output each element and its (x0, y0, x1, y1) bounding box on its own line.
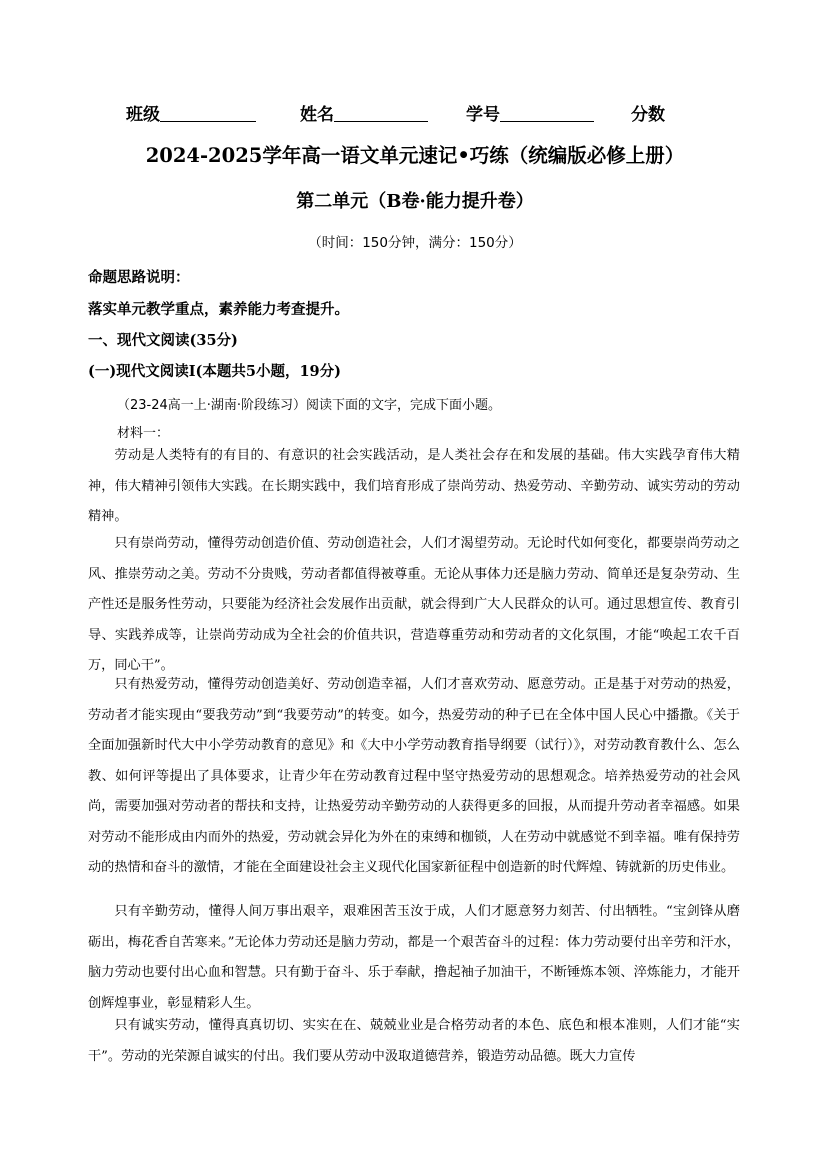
design-text: 落实单元教学重点，素养能力考查提升。 (88, 301, 349, 318)
paragraph-3: 只有热爱劳动，懂得劳动创造美好、劳动创造幸福，人们才喜欢劳动、愿意劳动。正是基于对劳动的热爱，劳动者才能实现由“要我劳动”到“我要劳动”的转变。如今，热爱劳动的种子已在全体中国人民心中播撒。《关于全面加强新时代大中小学劳动教育的意见》和《大中小学劳动教育指导纲要（试行）》，对劳动教育教什么、怎么教、如何评等提出了具体要求，让青少年在劳动教育过程中坚守热爱劳动的思想观念。培养热爱劳动的社会风尚，需要加强对劳动者的帮扶和支持，让热爱劳动辛勤劳动的人获得更多的回报，从而提升劳动者幸福感。如果对劳动不能形成由内而外的热爱，劳动就会异化为外在的束缚和枷锁，人在劳动中就感觉不到幸福。唯有保持劳动的热情和奋斗的激情，才能在全面建设社会主义现代化国家新征程中创造新的时代辉煌、铸就新的历史伟业。 (88, 677, 740, 875)
name-blank[interactable] (334, 105, 428, 122)
time-info: （时间：150分钟，满分：150分） (308, 235, 522, 251)
score-field (631, 100, 665, 125)
student-id-field[interactable] (466, 100, 594, 125)
student-id-blank[interactable] (500, 105, 594, 122)
section-heading: 一、现代文阅读(35分) (88, 332, 238, 349)
class-field[interactable] (126, 100, 256, 125)
design-title: 命题思路说明： (88, 269, 190, 286)
name-label: 姓名 (300, 105, 334, 125)
class-blank[interactable] (160, 105, 256, 122)
paragraph-4: 只有辛勤劳动，懂得人间万事出艰辛，艰难困苦玉汝于成，人们才愿意努力刻苦、付出牺牲。“宝剑锋从磨砺出，梅花香自苦寒来。”无论体力劳动还是脑力劳动，都是一个艰苦奋斗的过程：体力劳动要付出辛劳和汗水，脑力劳动也要付出心血和智慧。只有勤于奋斗、乐于奉献，撸起袖子加油干，不断锤炼本领、淬炼能力，才能开创辉煌事业，彰显精彩人生。 (88, 904, 740, 1011)
student-info-row (126, 100, 726, 128)
exam-subtitle: 第二单元（B卷·能力提升卷） (296, 191, 534, 212)
class-label: 班级 (126, 105, 160, 125)
paragraph-2: 只有崇尚劳动，懂得劳动创造价值、劳动创造社会，人们才渴望劳动。无论时代如何变化，都要崇尚劳动之风、推崇劳动之美。劳动不分贵贱，劳动者都值得被尊重。无论从事体力还是脑力劳动、简单还是复杂劳动、生产性还是服务性劳动，只要能为经济社会发展作出贡献，就会得到广大人民群众的认可。通过思想宣传、教育引导、实践养成等，让崇尚劳动成为全社会的价值共识，营造尊重劳动和劳动者的文化氛围，才能“唤起工农千百万，同心干”。 (88, 536, 740, 673)
student-id-label: 学号 (466, 105, 500, 125)
paragraph-1: 劳动是人类特有的有目的、有意识的社会实践活动，是人类社会存在和发展的基础。伟大实践孕育伟大精神，伟大精神引领伟大实践。在长期实践中，我们培育形成了崇尚劳动、热爱劳动、辛勤劳动、诚实劳动的劳动精神。 (88, 448, 740, 524)
exam-title: 2024-2025学年高一语文单元速记•巧练（统编版必修上册） (145, 144, 685, 167)
source-note: （23-24高一上·湖南·阶段练习）阅读下面的文字，完成下面小题。 (117, 398, 502, 413)
material-label: 材料一： (117, 426, 170, 441)
score-label: 分数 (631, 105, 665, 125)
paragraph-5: 只有诚实劳动，懂得真真切切、实实在在、兢兢业业是合格劳动者的本色、底色和根本准则，人们才能“实干”。劳动的光荣源自诚实的付出。我们要从劳动中汲取道德营养，锻造劳动品德。既大力宣传 (88, 1018, 740, 1064)
subsection-heading: (一)现代文阅读Ⅰ(本题共5小题，19分) (88, 363, 341, 380)
name-field[interactable] (300, 100, 428, 125)
